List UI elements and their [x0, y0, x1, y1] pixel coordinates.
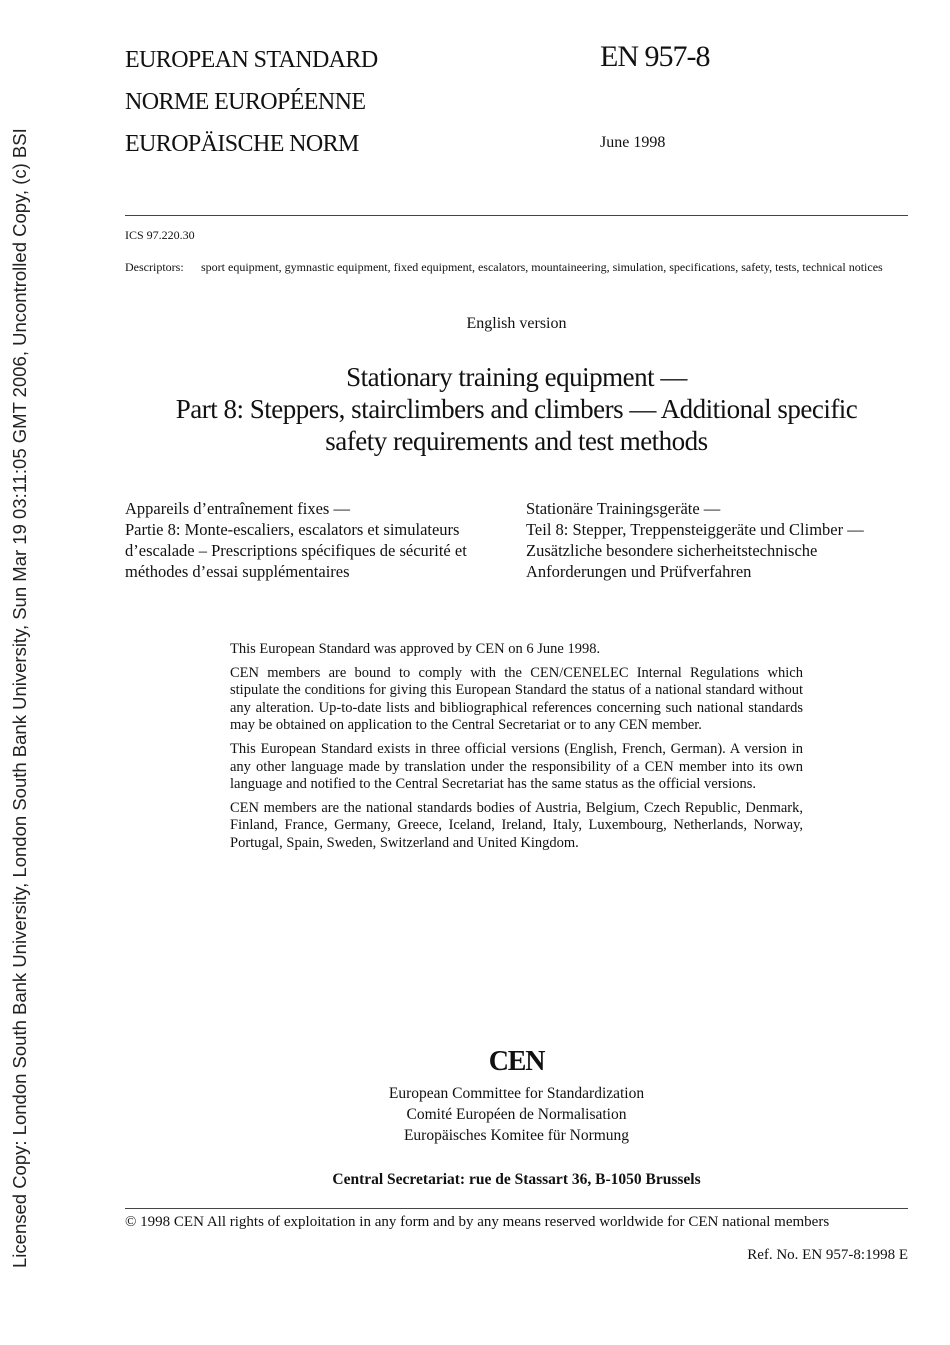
french-title [125, 498, 505, 582]
header-divider [125, 215, 908, 216]
body-paragraph: This European Standard was approved by CEN on 6 June 1998. [230, 641, 601, 657]
title-line: safety requirements and test methods [325, 426, 708, 456]
title-line: Part 8: Steppers, stairclimbers and climbers — Additional specific [175, 394, 858, 424]
cen-name: Comité Européen de Normalisation [406, 1106, 627, 1123]
document-title [125, 361, 908, 457]
reference-number: Ref. No. EN 957-8:1998 E [747, 1247, 908, 1263]
french-title-line: Partie 8: Monte-escaliers, escalators et simulateurs [125, 520, 460, 539]
license-watermark: Licensed Copy: London South Bank University, London South Bank University, Sun Mar 19 03:11:05 GMT 2006, Uncontrolled Copy, (c) BSI [9, 128, 30, 1268]
cen-name: Europäisches Komitee für Normung [403, 1127, 630, 1144]
french-title-line: méthodes d’essai supplémentaires [125, 562, 350, 581]
french-title-line: Appareils d’entraînement fixes — [125, 499, 350, 518]
descriptors-text: sport equipment, gymnastic equipment, fixed equipment, escalators, mountaineering, simulation, specifications, safety, tests, technical notices [201, 260, 883, 274]
cen-name: European Committee for Standardization [388, 1085, 645, 1102]
title-line: Stationary training equipment — [346, 362, 687, 392]
german-title-line: Teil 8: Stepper, Treppensteiggeräte und Climber — [526, 520, 864, 539]
publication-date: June 1998 [600, 134, 666, 151]
french-title-line: d’escalade – Prescriptions spécifiques de sécurité et [125, 541, 467, 560]
copyright-notice: © 1998 CEN All rights of exploitation in any form and by any means reserved worldwide for CEN national members [125, 1214, 830, 1230]
footer-divider [125, 1208, 908, 1209]
german-title-line: Anforderungen und Prüfverfahren [526, 562, 752, 581]
german-title [526, 498, 908, 582]
ics-code: ICS 97.220.30 [125, 228, 195, 242]
approval-text [230, 641, 803, 859]
cen-logo: CEN [488, 1046, 545, 1077]
header-title-de: EUROPÄISCHE NORM [125, 131, 359, 157]
header-title-en: EUROPEAN STANDARD [125, 47, 378, 73]
german-title-line: Zusätzliche besondere sicherheitstechnische [526, 541, 818, 560]
body-paragraph: This European Standard exists in three official versions (English, French, German). A version in any other language made by translation under the responsibility of a CEN member into its own language and notified to the Central Secretariat has the same status as the official versions. [230, 740, 803, 793]
descriptors-label: Descriptors: [125, 260, 184, 274]
german-title-line: Stationäre Trainingsgeräte — [526, 499, 721, 518]
central-secretariat: Central Secretariat: rue de Stassart 36, B-1050 Brussels [332, 1171, 701, 1188]
body-paragraph: CEN members are the national standards bodies of Austria, Belgium, Czech Republic, Denmark, Finland, France, Germany, Greece, Iceland, Ireland, Italy, Luxembourg, Netherlands, Norway, Portugal, Spain, Sweden, Switzerland and United Kingdom. [230, 799, 803, 851]
english-version-label: English version [466, 315, 567, 332]
cen-names [125, 1083, 908, 1146]
body-paragraph: CEN members are bound to comply with the CEN/CENELEC Internal Regulations which stipulate the conditions for giving this European Standard the status of a national standard without any alteration. Up-to-date lists and bibliographical references concerning such national standards may be obtained on application to the Central Secretariat or to any CEN member. [230, 664, 803, 734]
standard-number: EN 957-8 [600, 40, 710, 73]
header-title-fr: NORME EUROPÉENNE [125, 89, 366, 115]
